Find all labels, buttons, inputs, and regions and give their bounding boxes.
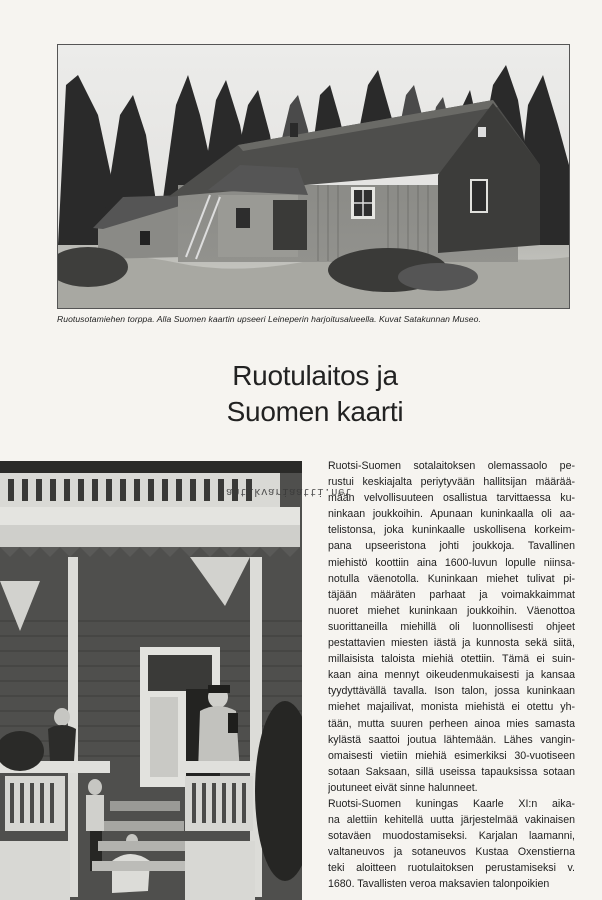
croft-photo-image (58, 45, 569, 308)
text-line: rustui keskiajalta periytyvään hallitsijan määrää- (328, 476, 575, 489)
text-line: kylästä saattoi joutua lähtemään. Lähes vangin- (328, 733, 575, 746)
officer-porch-photo (0, 461, 302, 900)
chapter-title (190, 358, 440, 430)
photo-caption: Ruotusotamiehen torppa. Alla Suomen kaartin upseeri Leineperin harjoitusalueella. Kuvat Satakunnan Museo. (57, 314, 481, 324)
text-line: na alettiin kehitellä uutta järjestelmää vakinaisen (328, 814, 575, 827)
text-line: tyydyttävällä tavalla. Ison talon, jossa kuninkaan (328, 685, 575, 698)
text-line: pana upseeristona johti joukkoja. Tavallinen (328, 540, 575, 553)
text-line: tään, mutta suuren perheen ainoa mies samasta (328, 717, 575, 730)
text-line: sotaväen muodostamiseksi. Karjalan laamanni, (328, 830, 575, 843)
text-line: sotaan Saksaan, sillä useissa tapauksissa sotaan (328, 765, 575, 778)
chapter-title-line-1: Ruotulaitos ja (232, 360, 398, 391)
chapter-title-line-2: Suomen kaarti (226, 396, 404, 427)
text-line: telistonsa, joka kuninkaalle uskollisena korkeim- (328, 524, 575, 537)
text-line: ninkaan joukkoihin. Apunaan kuninkaalla oli aa- (328, 508, 575, 521)
text-line: omaisesti vietiin miehiä esimerkiksi 30-vuotiseen (328, 749, 575, 762)
text-line: teki aloitteen ruotulaitoksen perustamiseksi v. (328, 862, 575, 875)
text-line: pestattavien miesten iästä ja kunnosta sekä siitä, (328, 637, 575, 650)
text-line: suorittaneilla miehillä oli luonnollisesti ohjeet (328, 620, 575, 633)
text-line: Ruotsi-Suomen sotalaitoksen olemassaolo pe- (328, 460, 575, 472)
paragraph-2 (328, 796, 575, 893)
officer-porch-image (0, 461, 302, 900)
text-line: Ruotsi-Suomen kuningas Kaarle XI:n aika- (328, 797, 575, 810)
text-line: 1680. Tavallisten veroa maksavien talonpoikien (328, 878, 550, 891)
text-line: miehistö koottiin aina 1600-luvun lopulle niinsa- (328, 556, 575, 569)
text-line: valtaneuvos ja sotaneuvos Kustaa Oxenstierna (328, 846, 575, 859)
paragraph-1 (328, 458, 575, 796)
article-body (328, 458, 575, 893)
text-line: nuoret miehet kuninkaan joukkoihin. Väenottoa (328, 604, 575, 617)
text-line: miehet majailivat, monista miehistä ei otettu yh- (328, 701, 575, 714)
text-line: joutuneet eivät sinne halunneet. (328, 781, 478, 794)
text-line: mään velvollisuuteen osallistua tarvittaessa ku- (328, 492, 575, 505)
text-line: millaisista taloista miehiä otettiin. Tämä ei suin- (328, 653, 575, 666)
croft-photo (57, 44, 570, 309)
watermark-text: antikvariaatti.net (226, 485, 353, 497)
text-line: kaan aina mennyt oikeudenmukaisesti ja kansaa (328, 669, 575, 682)
text-line: täjään määräten parhaat ja voimakkaimmat (328, 588, 575, 601)
text-line: notulla väenotolla. Kuninkaan miehet tulivat pi- (328, 572, 575, 585)
